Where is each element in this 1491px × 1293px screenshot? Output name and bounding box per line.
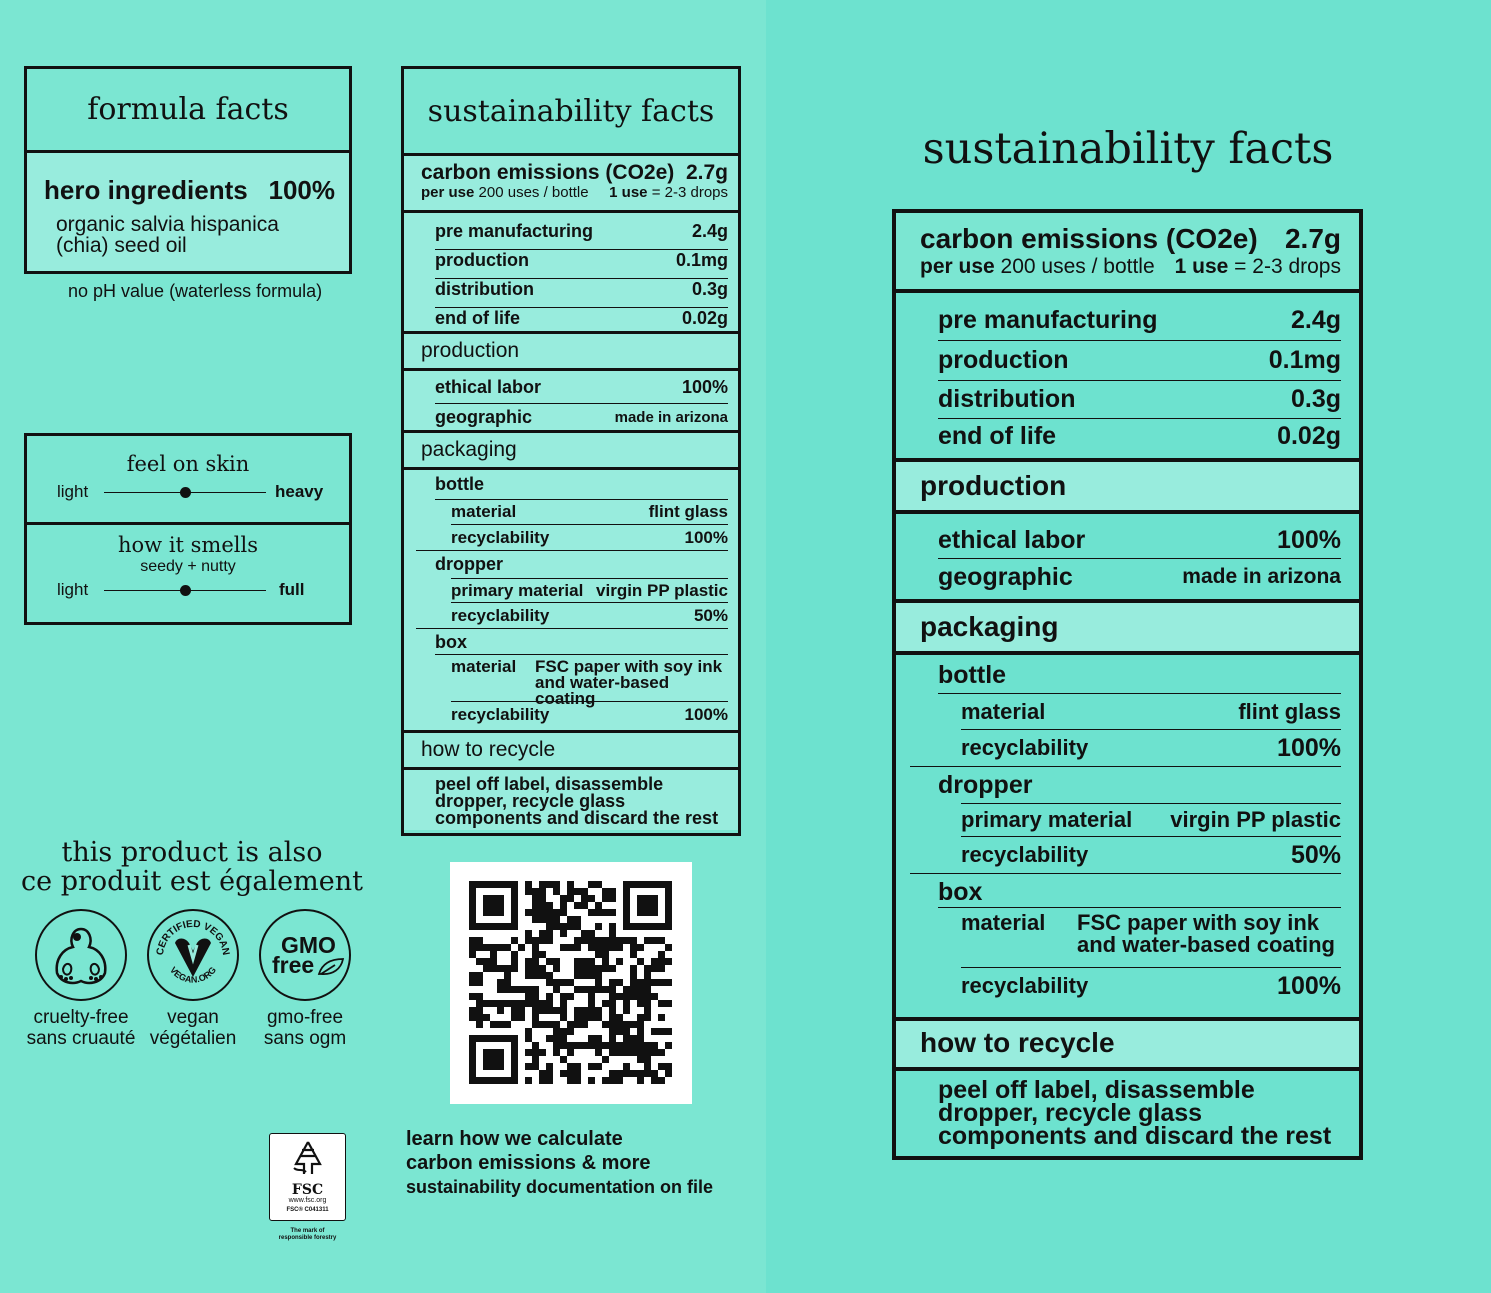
small-recycle-title: how to recycle	[404, 730, 738, 767]
small-production	[404, 368, 738, 430]
small-recycle-text: peel off label, disassemble dropper, recycle glass components and discard the rest	[404, 767, 738, 830]
ingredient-line2: (chia) seed oil	[56, 234, 187, 257]
small-title: sustainability facts	[427, 93, 715, 129]
big-recycle-title: how to recycle	[896, 1017, 1359, 1067]
feel-left-label: light	[57, 482, 89, 501]
carbon-unit: (CO2e)	[605, 161, 675, 184]
vegan-ring-top: CERTIFIED VEGAN	[154, 918, 232, 957]
fsc-tree-icon	[288, 1138, 328, 1178]
feel-section	[27, 436, 349, 525]
smell-slider	[27, 580, 349, 602]
hero-value: 100%	[268, 175, 335, 205]
big-packaging-title: packaging	[896, 599, 1359, 651]
fsc-tagline2: responsible forestry	[278, 1235, 337, 1241]
geo-value: made in arizona	[614, 408, 728, 426]
badge-fr: sans cruauté	[26, 1028, 136, 1049]
hero-label: hero ingredients	[44, 175, 248, 205]
small-packaging-title: packaging	[404, 430, 738, 467]
per-use-label: per use	[421, 184, 475, 201]
dropper-label: dropper	[435, 554, 504, 574]
big-production-title: production	[896, 458, 1359, 510]
ethical-label: ethical labor	[435, 377, 542, 397]
also-title-fr: ce produit est également	[21, 866, 363, 897]
qr-line3: sustainability documentation on file	[406, 1177, 714, 1197]
vegan-icon	[147, 909, 239, 1001]
badge-fr: végétalien	[149, 1028, 237, 1049]
badge-en: gmo-free	[266, 1007, 344, 1028]
badge-caption-cruelty	[20, 1007, 142, 1049]
breakdown-row: distribution 0.3g	[435, 279, 728, 308]
feel-title: feel on skin	[126, 452, 250, 476]
feel-right-label: heavy	[275, 482, 324, 501]
carbon-value: 2.7g	[685, 161, 728, 184]
gmo-line1: GMO	[281, 932, 336, 958]
sensory-box	[24, 433, 352, 625]
feel-slider	[27, 482, 349, 504]
big-packaging: bottle material flint glass recyclability 100% dropper primary material virgin PP plastic recyclability 50% box material FSC paper with soy ink and water-based coating recyclability 100%	[896, 651, 1359, 1017]
also-heading	[0, 838, 384, 896]
feel-marker	[180, 487, 191, 498]
hero-section	[27, 153, 349, 271]
breakdown-row: pre manufacturing 2.4g	[435, 221, 728, 250]
breakdown-row: end of life 0.02g	[435, 308, 728, 328]
badge-en: vegan	[167, 1007, 219, 1028]
fsc-tagline	[262, 1228, 353, 1242]
ethical-value: 100%	[681, 377, 728, 397]
small-carbon-section	[404, 153, 738, 210]
geo-label: geographic	[435, 406, 533, 427]
smell-right-label: full	[279, 580, 305, 599]
small-production-title: production	[404, 331, 738, 368]
qr-line1: learn how we calculate	[406, 1128, 623, 1150]
formula-facts-box	[24, 66, 352, 274]
ph-note: no pH value (waterless formula)	[68, 281, 323, 301]
fsc-tagline1: The mark of	[290, 1228, 325, 1234]
svg-text:CERTIFIED VEGAN	[155, 919, 231, 956]
badge-caption-gmo	[248, 1007, 362, 1049]
big-production: ethical labor 100% geographic made in arizona	[896, 510, 1359, 599]
qr-line2: carbon emissions & more	[406, 1152, 651, 1174]
carbon-label: carbon emissions	[421, 161, 600, 184]
big-title: sustainability facts	[922, 124, 1334, 174]
gmo-line2: free	[272, 952, 315, 978]
badge-caption-vegan	[140, 1007, 246, 1049]
fsc-code: FSC® C041311	[286, 1207, 329, 1213]
formula-facts-title: formula facts	[27, 69, 349, 153]
qr-caption	[406, 1127, 713, 1199]
box-label: box	[435, 632, 468, 652]
bottle-label: bottle	[435, 474, 484, 494]
breakdown-row: production 0.1mg	[435, 250, 728, 279]
gmo-free-icon	[259, 909, 351, 1001]
small-sustainability-box	[401, 66, 741, 836]
big-sustainability-box	[892, 209, 1363, 1160]
big-breakdown: pre manufacturing 2.4g production 0.1mg distribution 0.3g end of life 0.02g	[896, 289, 1359, 458]
smell-title: how it smells	[118, 533, 258, 557]
bunny-icon	[35, 909, 127, 1001]
qr-code[interactable]	[450, 862, 692, 1104]
also-title-en: this product is also	[61, 837, 323, 868]
big-recycle-text: peel off label, disassemble dropper, recycle glass components and discard the rest	[896, 1067, 1359, 1156]
smell-marker	[180, 585, 191, 596]
smell-left-label: light	[57, 580, 89, 599]
one-use-label: 1 use	[609, 184, 648, 201]
uses: 200 uses / bottle	[478, 184, 589, 201]
smell-notes: seedy + nutty	[140, 558, 236, 575]
fsc-name: FSC	[291, 1182, 324, 1198]
badge-en: cruelty-free	[33, 1007, 129, 1028]
badge-fr: sans ogm	[263, 1028, 347, 1049]
fsc-logo	[269, 1133, 346, 1221]
leaf-icon	[317, 957, 345, 977]
small-packaging: bottle material flint glass recyclability 100% dropper primary material virgin PP plastic recyclability 50% box material FSC paper with soy ink and water-based coating recyclability 100%	[404, 467, 738, 730]
smell-section	[27, 525, 349, 602]
ingredient-line1: organic salvia hispanica	[56, 213, 279, 236]
small-breakdown	[404, 210, 738, 331]
fsc-site: www.fsc.org	[288, 1197, 327, 1204]
vegan-ring-bottom: VEGAN.ORG	[167, 964, 219, 985]
one-use-value: = 2-3 drops	[651, 184, 728, 201]
big-carbon-section: carbon emissions (CO2e) 2.7g per use 200 uses / bottle 1 use = 2-3 drops	[896, 213, 1359, 289]
